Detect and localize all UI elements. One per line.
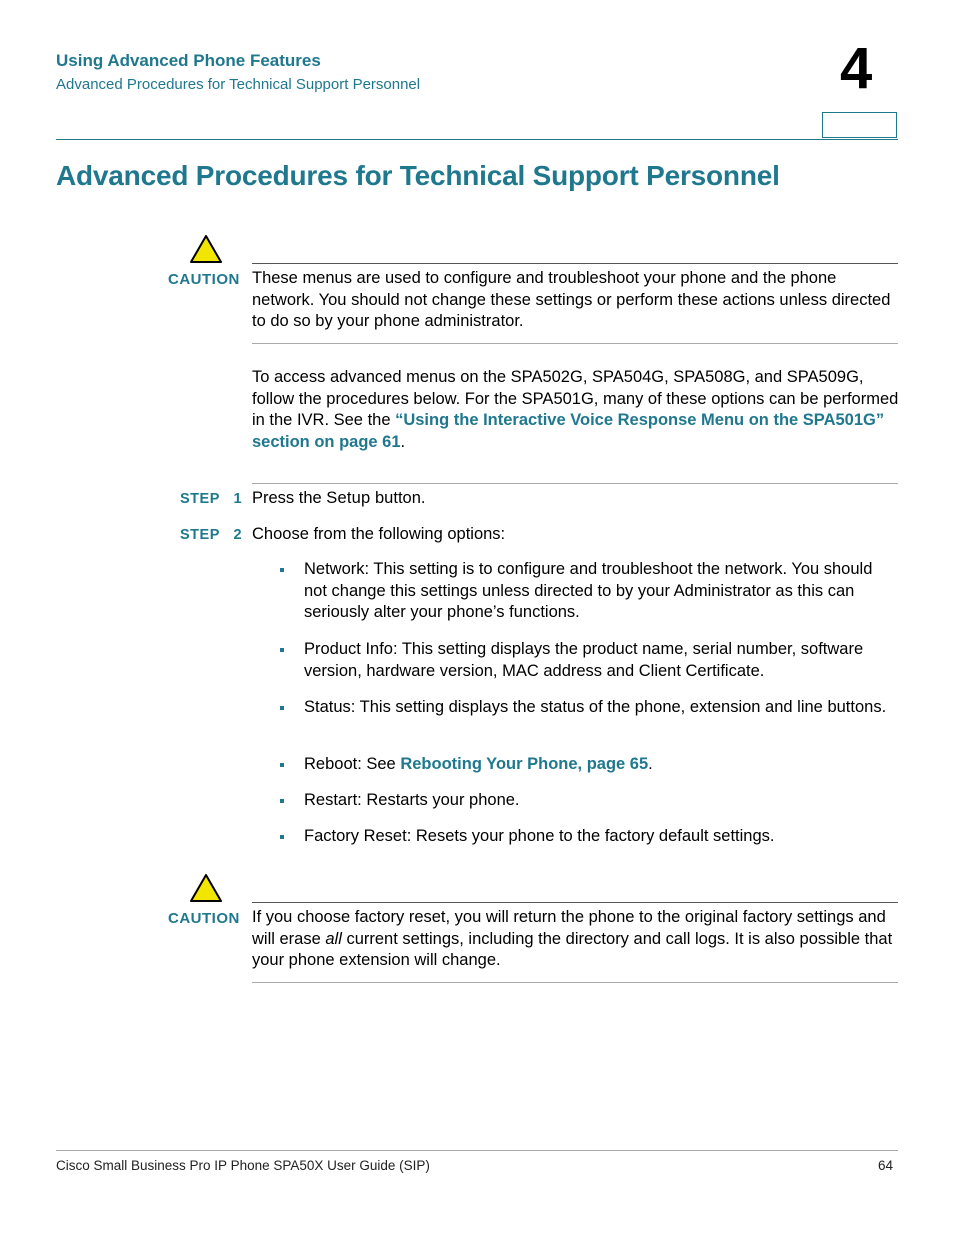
- step-1-text: [252, 488, 425, 510]
- reboot-text-end: .: [648, 755, 653, 773]
- page-title: Advanced Procedures for Technical Support Personnel: [56, 160, 780, 191]
- bullet-icon: [280, 648, 284, 652]
- caution-bottom-rule: [252, 343, 898, 344]
- chapter-number: 4: [840, 36, 873, 101]
- chapter-title: Using Advanced Phone Features: [56, 51, 321, 70]
- caution-text-end: current settings, including the directory and call logs. It is also possible that your phone extension will change.: [252, 929, 893, 970]
- step-2-label: [180, 527, 242, 543]
- bullet-icon: [280, 835, 284, 839]
- step-1-label: [180, 491, 242, 507]
- caution-text: [252, 907, 902, 972]
- caution-text: These menus are used to configure and troubleshoot your phone and the phone network. You should not change these settings or perform these actions unless directed to do so by your phone administrator.: [252, 269, 891, 331]
- step-1-text-end: button.: [370, 489, 426, 507]
- ivr-section-link[interactable]: “Using the Interactive Voice Response Menu on the SPA501G” section on page 61: [252, 411, 885, 452]
- step-1-text-start: Press the: [252, 489, 327, 507]
- chapter-box: [822, 112, 897, 138]
- rebooting-link[interactable]: Rebooting Your Phone, page 65: [400, 755, 649, 773]
- caution-label: CAUTION: [168, 271, 240, 288]
- bullet-icon: [280, 706, 284, 710]
- section-subtitle: Advanced Procedures for Technical Support Personnel: [56, 76, 421, 93]
- caution-top-rule: [252, 263, 898, 264]
- step-word: STEP: [180, 491, 220, 507]
- list-item: Network: This setting is to configure and troubleshoot the network. You should not change this settings unless directed to by your Administrator as this can seriously alter your phone’s functions.: [304, 560, 873, 622]
- footer-title: Cisco Small Business Pro IP Phone SPA50X User Guide (SIP): [56, 1158, 430, 1173]
- caution-top-rule: [252, 902, 898, 903]
- list-item: Product Info: This setting displays the product name, serial number, software version, hardware version, MAC address and Client Certificate.: [304, 640, 864, 680]
- intro-text-end: .: [400, 433, 406, 452]
- bullet-icon: [280, 799, 284, 803]
- list-item: Restart: Restarts your phone.: [304, 791, 520, 809]
- bullet-icon: [280, 763, 284, 767]
- step-2-text: Choose from the following options:: [252, 525, 506, 543]
- list-item: Status: This setting displays the status of the phone, extension and line buttons.: [304, 698, 887, 716]
- steps-divider: [252, 483, 898, 484]
- caution-label: CAUTION: [168, 910, 240, 927]
- caution-icon: [189, 234, 223, 264]
- caution-emphasis: all: [325, 929, 342, 948]
- page-number: 64: [878, 1158, 894, 1173]
- footer-divider: [56, 1150, 898, 1151]
- setup-button-name: Setup: [326, 489, 371, 507]
- step-word: STEP: [180, 527, 220, 543]
- step-number: 1: [233, 491, 243, 507]
- caution-text-start: If you choose factory reset, you will return the phone to the original factory settings and will erase: [252, 908, 886, 948]
- caution-icon: [189, 873, 223, 903]
- list-item: [304, 754, 898, 776]
- step-number: 2: [233, 527, 243, 543]
- intro-text: To access advanced menus on the SPA502G, SPA504G, SPA508G, and SPA509G, follow the procedures below. For the SPA501G, many of these options can be performed in the IVR. See the: [252, 368, 899, 430]
- intro-paragraph: [252, 367, 902, 454]
- caution-bottom-rule: [252, 982, 898, 983]
- header-divider: [56, 139, 898, 140]
- list-item: Factory Reset: Resets your phone to the factory default settings.: [304, 827, 775, 845]
- reboot-text: Reboot: See: [304, 755, 401, 773]
- bullet-icon: [280, 568, 284, 572]
